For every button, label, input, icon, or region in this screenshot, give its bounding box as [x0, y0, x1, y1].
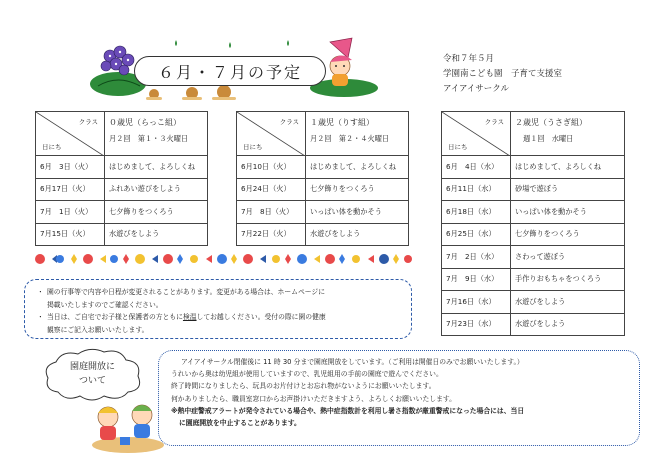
group-name: １歳児（りす組） [310, 118, 374, 127]
table-row: 7月23日（水） 水遊びをしよう [442, 313, 625, 336]
issue-date: 令和７年５月 [443, 54, 495, 64]
children-playing-illustration [88, 393, 166, 453]
table-row: 6月24日（火） 七夕飾りをつくろう [237, 178, 409, 201]
schedule-table-age1: クラス 日にち １歳児（りす組） 月２回 第２・４火曜日 6月10日（火） はじめまして、よろしくね 6月24日（火） 七夕飾りをつくろう 7月 8日（火） いっぱい体を動かそう 7月22日（火） 水遊びをしよう [236, 111, 409, 246]
table-row: 7月 8日（火） いっぱい体を動かそう [237, 201, 409, 224]
notice-box [24, 279, 412, 339]
schedule-table-age0: クラス 日にち ０歳児（らっこ組） 月２回 第１・３火曜日 6月 3日（火） はじめまして、よろしくね 6月17日（火） ふれあい遊びをしよう 7月 1日（火） 七夕飾りをつくろう 7月15日（火） 水遊びをしよう [35, 111, 208, 246]
table-row: 7月 1日（火） 七夕飾りをつくろう [36, 201, 208, 224]
sea-creature-border [30, 250, 415, 270]
table-row: 6月11日（水） 砂場で遊ぼう [442, 178, 625, 201]
garden-opening-box: アイアイサークル閉催後に 11 時 30 分まで園庭開放をしています。（ご利用は開催日のみでお願いいたします。） うれいから奥は幼児組が使用していますので、乳児組用の手前の園庭で遊んでください。 終了時間になりましたら、玩具のお片付けとお忘れ物がないようにお願いいたします。 何かありましたら、職員室窓口からお声掛けいただきますよう、よろしくお願いいたします。 ※熱中症警戒アラートが発令されている場合や、熱中症指数計を利用し暑さ指数が厳重警戒になった場合には、当日 に園庭開放を中止することがあります。 [158, 350, 640, 446]
table-row: 6月17日（火） ふれあい遊びをしよう [36, 178, 208, 201]
page-title: ６月・７月の予定 [134, 56, 326, 86]
notice-item: ・ 当日は、ご自宅でお子様と保護者の方ともに検温してお越しください。受付の際に園の健康 観察にご記入お願いいたします。 [39, 311, 401, 336]
table-row: 6月10日（火） はじめまして、よろしくね [237, 156, 409, 179]
group-schedule: 週１回 水曜日 [523, 134, 574, 143]
schedule-table-age2: クラス 日にち ２歳児（うさぎ組） 週１回 水曜日 6月 4日（水） はじめまして、よろしくね 6月11日（水） 砂場で遊ぼう 6月18日（水） いっぱい体を動かそう 6月25日（水） 七夕飾りをつくろう 7月 2日（水） さわって遊ぼう 7月 9日（水） 手作りおもちゃをつくろう 7月16日（水） 水遊びをしよう 7月23日（水） 水遊びをしよう [441, 111, 625, 336]
table-row: 7月22日（火） 水遊びをしよう [237, 223, 409, 246]
group-name: ２歳児（うさぎ組） [515, 118, 587, 127]
table-row: 7月15日（火） 水遊びをしよう [36, 223, 208, 246]
notice-item: ・ 園の行事等で内容や日程が変更されることがあります。変更がある場合は、ホームページに 掲載いたしますのでご確認ください。 [39, 286, 401, 311]
rain-drops [170, 38, 320, 52]
table-row: 6月18日（水） いっぱい体を動かそう [442, 201, 625, 224]
table-row: 6月 3日（火） はじめまして、よろしくね [36, 156, 208, 179]
table-row: 6月 4日（水） はじめまして、よろしくね [442, 156, 625, 179]
table-row: 7月16日（水） 水遊びをしよう [442, 291, 625, 314]
center-name: 学園南こども園 子育て支援室 [443, 69, 563, 79]
table-row: 6月25日（水） 七夕飾りをつくろう [442, 223, 625, 246]
circle-name: アイアイサークル [443, 84, 509, 94]
organization-info [443, 52, 562, 97]
table-row: 7月 2日（水） さわって遊ぼう [442, 246, 625, 269]
group-name: ０歳児（らっこ組） [109, 118, 181, 127]
table-row: 7月 9日（水） 手作りおもちゃをつくろう [442, 268, 625, 291]
group-schedule: 月２回 第２・４火曜日 [310, 134, 390, 143]
garden-opening-heading: 園庭開放に ついて [40, 346, 145, 404]
group-schedule: 月２回 第１・３火曜日 [109, 134, 189, 143]
